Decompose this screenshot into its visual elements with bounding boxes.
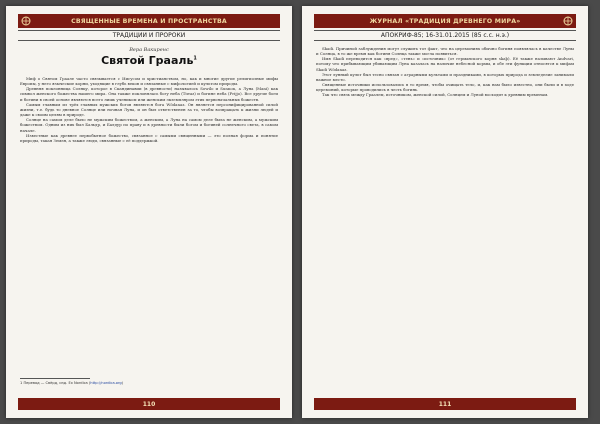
right-header-text: ЖУРНАЛ «ТРАДИЦИЯ ДРЕВНЕГО МИРА» — [369, 17, 521, 25]
emblem-icon — [563, 16, 573, 26]
paragraph: Так что связь между Граалем, источником, женской силой, Солнцем и Луной восходит к древним временам. — [322, 92, 549, 98]
article-author: Вера Вакиренс — [129, 47, 169, 53]
title-footnote-mark: 1 — [193, 55, 197, 62]
paragraph: Этот лунный культ был тесно связан с аграрными культами и праздниками, в которых природа и земледелие занимали важное место. — [316, 71, 574, 82]
right-subheader: АПОКРИФ-85; 16-31.01.2015 (85 с.с. н.э.) — [314, 30, 576, 41]
footnote-rule — [20, 378, 90, 379]
article-title-text: Святой Грааль — [101, 54, 194, 67]
article-title — [6, 54, 292, 67]
footnote-link[interactable]: http://nordica.org — [90, 381, 122, 385]
paragraph: Солнце на самом деле было не мужским божеством, а женским, а Луна на самом деле была не женским, а мужским божеством. Одним из них был Бальдр, и Балдур по праву и в древности были богом и богиней солнечного света, в самом начале. — [20, 117, 278, 133]
paragraph: Известные как древнее первобытное божество, связанное с самыми священными — это полная форма и понятие природы, такая Земля, а также люди, связанные с её поддержкой. — [20, 132, 278, 143]
footnote: 1 Перевод — Свёрд, изд. Ex Nordica (http://nordica.org) — [20, 381, 124, 385]
footnote-text: Перевод — Свёрд, изд. Ex Nordica — [23, 381, 88, 385]
left-subheader: ТРАДИЦИИ И ПРОРОКИ — [18, 30, 280, 41]
left-header-text: СВЯЩЕННЫЕ ВРЕМЕНА И ПРОСТРАНСТВА — [71, 17, 227, 25]
paragraph: Древняя поклонница Солнцу, которое в Скандинавии (в древности) называлось Sowilo и Sunnon, а Луна (Mani) как символ женского божества нашего мира. Она также поклонялась богу неба (Tiwaz) и богине неба (Frijjo). Все другие боги и богини в своей основе являются всего лишь учеником или женским экземпляром этих первоначальных божеств. — [20, 86, 278, 102]
emblem-icon — [21, 16, 31, 26]
left-body-text — [20, 76, 278, 374]
paragraph: Священные источники использовались в то время, чтобы очищать тело, и, как нам было известно, они были и в ходе церемоний, которые проводились в честь богинь. — [316, 82, 574, 93]
right-header-band — [314, 14, 576, 28]
left-page — [6, 6, 292, 418]
footnote-number: 1 — [20, 381, 23, 385]
right-page-number: 111 — [314, 398, 576, 410]
paragraph: Самым главным из трёх главных мужских богов являются бога Wōdanaz. Он является персонифицированной силой жизни, т.е. будь то дневное Солнце или ночная Луна, и он был ответственен за то, чтобы возвращать к жизни людей и даже к своим целям в природе. — [20, 101, 278, 118]
right-page — [302, 6, 588, 418]
left-page-number: 110 — [18, 398, 280, 410]
right-body-text — [316, 46, 574, 376]
paragraph: Skadi. Причиной заблуждения могут служить тот факт, что на церемониях обычно богиня появлялась в качестве Луны и Солнца, в то же время как богиня Солнца также могла появиться. — [316, 46, 574, 57]
left-header-band — [18, 14, 280, 28]
paragraph: Миф о Святом Граале часто связывается с Иисусом и христианством, но, как и многие другие религиозные мифы Европы, у него языческие корни, уходящие в глубь веков и связанные с мифологией и культом природы. — [20, 76, 278, 87]
paragraph: Имя Skadi переводится как «вред», «тень» и «источник» (от германского корня skaþ). Её также называют Andvari, потому что прибывающим убивающим Луна казалась на наличие небесной кормы, и обе эти функции относятся к мифам Skadi Wōdanaz. — [316, 56, 574, 72]
